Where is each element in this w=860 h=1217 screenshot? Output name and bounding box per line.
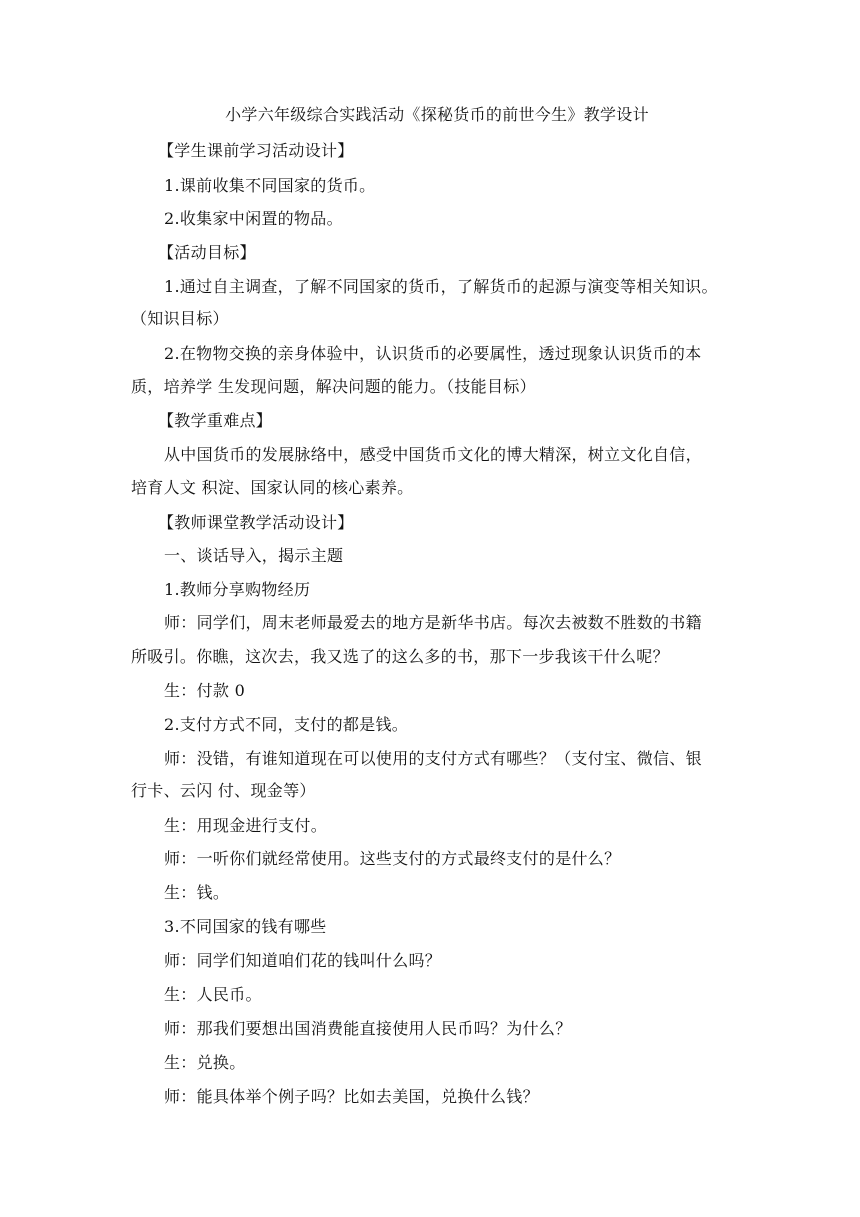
section-heading-objectives: 【活动目标】 (158, 243, 256, 262)
paragraph: 质，培养学 生发现问题，解决问题的能力。（技能目标） (131, 377, 536, 396)
subheading: 1.教师分享购物经历 (164, 580, 311, 599)
paragraph: 师：一听你们就经常使用。这些支付的方式最终支付的是什么？ (164, 849, 621, 868)
subheading: 一、谈话导入，揭示主题 (164, 546, 344, 565)
subheading: 3.不同国家的钱有哪些 (164, 917, 327, 936)
paragraph: 培育人文 积淀、国家认同的核心素养。 (131, 478, 414, 497)
paragraph: 师：没错，有谁知道现在可以使用的支付方式有哪些？（支付宝、微信、银 (164, 749, 702, 768)
paragraph: 1.通过自主调查，了解不同国家的货币，了解货币的起源与演变等相关知识。 (164, 277, 718, 296)
paragraph: 生：人民币。 (164, 985, 262, 1004)
paragraph: 师：同学们，周末老师最爱去的地方是新华书店。每次去被数不胜数的书籍 (164, 613, 702, 632)
paragraph: 所吸引。你瞧，这次去，我又选了的这么多的书，那下一步我该干什么呢？ (131, 647, 669, 666)
paragraph: 生：兑换。 (164, 1053, 246, 1072)
paragraph: 行卡、云闪 付、现金等） (131, 781, 316, 800)
paragraph: 2.在物物交换的亲身体验中，认识货币的必要属性，透过现象认识货币的本 (164, 344, 702, 363)
paragraph: 生：用现金进行支付。 (164, 816, 328, 835)
section-heading-student-prep: 【学生课前学习活动设计】 (158, 141, 354, 160)
paragraph: 师：那我们要想出国消费能直接使用人民币吗？为什么？ (164, 1019, 572, 1038)
paragraph: （知识目标） (131, 309, 229, 328)
section-heading-key-points: 【教学重难点】 (158, 411, 273, 430)
paragraph: 师：能具体举个例子吗？比如去美国，兑换什么钱？ (164, 1087, 539, 1106)
paragraph: 1.课前收集不同国家的货币。 (164, 176, 376, 195)
paragraph: 2.收集家中闲置的物品。 (164, 209, 343, 228)
paragraph: 生：钱。 (164, 883, 230, 902)
subheading: 2.支付方式不同，支付的都是钱。 (164, 715, 409, 734)
section-heading-teacher-activity: 【教师课堂教学活动设计】 (158, 513, 354, 532)
paragraph: 师：同学们知道咱们花的钱叫什么吗？ (164, 951, 442, 970)
paragraph: 生：付款 0 (164, 681, 246, 700)
document-title: 小学六年级综合实践活动《探秘货币的前世今生》教学设计 (225, 105, 649, 124)
paragraph: 从中国货币的发展脉络中，感受中国货币文化的博大精深，树立文化自信， (164, 445, 702, 464)
